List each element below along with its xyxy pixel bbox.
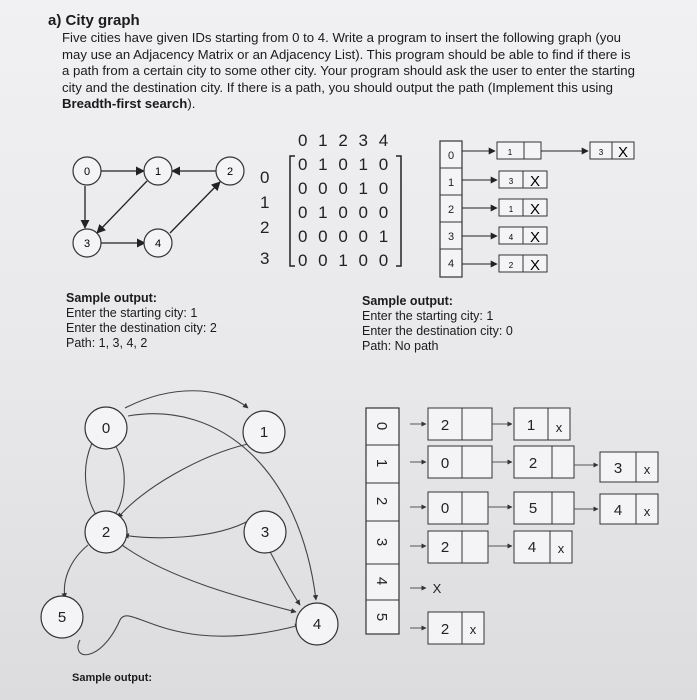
graph2-node-3 [244, 511, 286, 553]
graph1-node-2 [216, 157, 244, 185]
list2-row3-a: 2 [440, 539, 450, 556]
edge-1-3 [97, 181, 147, 233]
list2-row2-c: 4 [613, 502, 623, 519]
graph1-node-0 [73, 157, 101, 185]
sample2-header: Sample output: [362, 294, 453, 308]
list1-row0-node1: 1 [507, 148, 513, 157]
sample-output-1 [66, 291, 217, 351]
matrix-row-3: 0 0 0 0 1 [298, 227, 392, 246]
list2-head-4: 4 [373, 576, 390, 586]
graph2-node-1 [243, 411, 285, 453]
sample1-line-3: Path: 1, 3, 4, 2 [66, 336, 148, 350]
list1-row3-node: 4 [508, 233, 514, 242]
list1-row2-node: 1 [508, 205, 514, 214]
graph1-node-0-label: 0 [83, 166, 91, 178]
matrix-row-label-0: 0 [260, 168, 270, 187]
adjacency-list-1 [440, 141, 634, 277]
edge-4-2 [170, 182, 220, 233]
list1-head-1: 1 [447, 177, 455, 189]
list1-row0-cross: X [617, 144, 629, 161]
graph1-node-4 [144, 229, 172, 257]
list2-row2-b: 5 [528, 500, 538, 517]
graph2-node-5-label: 5 [57, 609, 67, 626]
list2-row4-cross: X [432, 581, 442, 596]
matrix-row-label-2: 2 [260, 218, 270, 237]
sample-output-footer: Sample output: [72, 672, 153, 684]
list1-head-0: 0 [447, 150, 455, 162]
list2-row2-cross: x [643, 504, 651, 519]
graph2-node-2-label: 2 [101, 524, 111, 541]
graph2-node-3-label: 3 [260, 524, 270, 541]
intro-text: Five cities have given IDs starting from 0 to 4. Write a program to insert the following graph (you may use an Adjacency Matrix or an Adjacency List). This program should be able to find if there is a path from a certain city to some other city. Your program should ask the user to enter the starting city and the destination city. If there is a path, you should output the path (Implement this using [62, 30, 635, 95]
list2-row3-cross: x [557, 541, 565, 556]
list1-row4-cross: X [529, 257, 541, 274]
list2-row2-a: 0 [440, 500, 450, 517]
list1-head-4: 4 [447, 258, 455, 270]
adjacency-list-2 [366, 408, 658, 644]
list1-row1-node: 3 [508, 177, 514, 186]
list1-head-3: 3 [447, 231, 455, 243]
list2-row1-c: 3 [613, 460, 623, 477]
graph1-node-3-label: 3 [83, 238, 91, 250]
adjacency-matrix [260, 131, 401, 270]
sample2-line-1: Enter the starting city: 1 [362, 309, 494, 323]
list1-row-3 [462, 227, 547, 246]
sample2-line-2: Enter the destination city: 0 [362, 324, 513, 338]
graph2-node-0 [85, 407, 127, 449]
matrix-left-bracket [290, 156, 295, 266]
list1-row-1 [462, 171, 547, 190]
matrix-row-label-1: 1 [260, 193, 270, 212]
matrix-col-header: 0 1 2 3 4 [298, 131, 392, 150]
intro-bold: Breadth-first search [62, 96, 188, 111]
section-title: a) City graph [48, 12, 140, 29]
matrix-right-bracket [396, 156, 401, 266]
list2-row3-b: 4 [527, 539, 537, 556]
graph1-node-2-label: 2 [226, 166, 234, 178]
matrix-row-4: 0 0 1 0 0 [298, 251, 392, 270]
list2-head-2: 2 [373, 496, 390, 506]
graph2-node-5 [41, 596, 83, 638]
list2-row1-cross: x [643, 462, 651, 477]
intro-end: ). [187, 96, 196, 111]
list2-row1-b: 2 [528, 455, 538, 472]
list1-row3-cross: X [529, 229, 541, 246]
list2-row0-a: 2 [440, 417, 450, 434]
matrix-row-2: 0 1 0 0 0 [298, 203, 392, 222]
matrix-row-1: 0 0 0 1 0 [298, 179, 392, 198]
sample1-line-2: Enter the destination city: 2 [66, 321, 217, 335]
sample1-line-1: Enter the starting city: 1 [66, 306, 198, 320]
list1-row2-cross: X [529, 201, 541, 218]
list1-row1-cross: X [529, 173, 541, 190]
list1-row0-node2: 3 [598, 148, 604, 157]
graph2-nodes [41, 407, 338, 645]
graph2-node-0-label: 0 [101, 420, 111, 437]
list2-row5-a: 2 [440, 621, 450, 638]
graph1-node-4-label: 4 [154, 238, 162, 250]
sample-output-2 [362, 294, 513, 354]
list1-row-4 [462, 255, 547, 274]
list1-head-2: 2 [447, 204, 455, 216]
graph2-node-2 [85, 511, 127, 553]
list2-head-1: 1 [373, 458, 390, 468]
list2-row0-b: 1 [526, 417, 536, 434]
list2-row1-a: 0 [440, 455, 450, 472]
list1-row4-node: 2 [508, 261, 514, 270]
sample1-header: Sample output: [66, 291, 157, 305]
graph2-node-1-label: 1 [259, 424, 269, 441]
graph1-node-1 [144, 157, 172, 185]
list1-row-2 [462, 199, 547, 218]
graph2-node-4-label: 4 [312, 616, 322, 633]
graph2-node-4 [296, 603, 338, 645]
list2-head-0: 0 [373, 421, 390, 431]
sample2-line-3: Path: No path [362, 339, 439, 353]
list2-head-3: 3 [373, 537, 390, 547]
matrix-row-0: 0 1 0 1 0 [298, 155, 392, 174]
list2-head-5: 5 [373, 612, 390, 622]
graph1-node-1-label: 1 [154, 166, 162, 178]
matrix-row-label-3: 3 [260, 249, 270, 268]
list2-row0-cross: x [555, 420, 563, 435]
list2-row5-cross: x [469, 622, 477, 637]
graph1-node-3 [73, 229, 101, 257]
